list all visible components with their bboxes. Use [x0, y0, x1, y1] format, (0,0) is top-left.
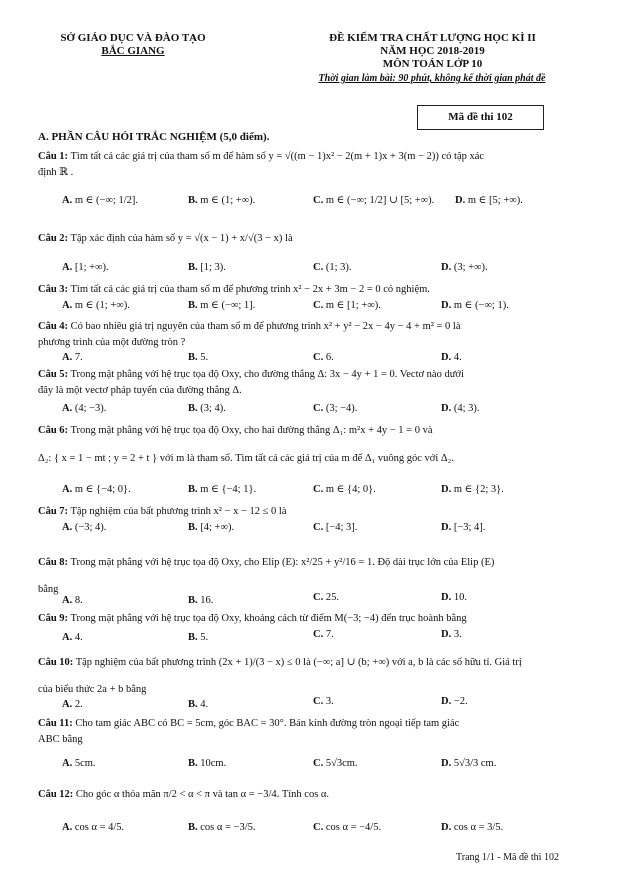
question-8: Câu 8: Trong mặt phẳng với hệ trục tọa độ Oxy, cho Elip (E): x²/25 + y²/16 = 1. Độ dài trục lớn của Elip (E)	[38, 557, 495, 568]
option-a: A. 2.	[62, 699, 83, 710]
option-b: B. 10cm.	[188, 758, 227, 769]
option-c: C. cos α = −4/5.	[313, 822, 382, 833]
question-6-cont: Δ₂: { x = 1 − mt ; y = 2 + t } với m là tham số. Tìm tất cả các giá trị của m để Δ₁ vuông góc với Δ₂.	[38, 453, 454, 464]
question-text: Tìm tất cả các giá trị của tham số m để hàm số y = √((m − 1)x² − 2(m + 1)x + 3(m − 2)) có tập xác	[70, 151, 485, 162]
option-b: B. 16.	[188, 595, 214, 606]
school-year: NĂM HỌC 2018-2019	[380, 45, 485, 57]
option-b: B. [4; +∞).	[188, 522, 235, 533]
question-3: Câu 3: Tìm tất cả các giá trị của tham số m để phương trình x² − 2x + 3m − 2 = 0 có nghiệm.	[38, 284, 430, 295]
question-10-cont: của biểu thức 2a + b bằng	[38, 684, 147, 695]
option-b: B. cos α = −3/5.	[188, 822, 256, 833]
option-c: C. (1; 3).	[313, 262, 352, 273]
option-c: C. 3.	[313, 696, 334, 707]
option-b: B. m ∈ (−∞; 1].	[188, 300, 256, 311]
option-d: D. [−3; 4].	[441, 522, 486, 533]
option-d: D. m ∈ [5; +∞).	[455, 195, 523, 206]
exam-code-box: Mã đề thi 102	[417, 105, 544, 130]
time-note: Thời gian làm bài: 90 phút, không kể thời gian phát đề	[318, 73, 546, 84]
option-d: D. −2.	[441, 696, 468, 707]
option-d: D. (3; +∞).	[441, 262, 488, 273]
option-d: D. (4; 3).	[441, 403, 480, 414]
option-c: C. 7.	[313, 629, 334, 640]
option-a: A. m ∈ (−∞; 1/2].	[62, 195, 139, 206]
option-a: A. 5cm.	[62, 758, 96, 769]
option-d: D. 4.	[441, 352, 462, 363]
option-d: D. 3.	[441, 629, 462, 640]
option-c: C. (3; −4).	[313, 403, 358, 414]
question-6: Câu 6: Trong mặt phẳng với hệ trục tọa độ Oxy, cho hai đường thẳng Δ₁: m²x + 4y − 1 = 0 và	[38, 425, 433, 436]
option-b: B. m ∈ (1; +∞).	[188, 195, 256, 206]
option-c: C. 5√3cm.	[313, 758, 358, 769]
option-c: C. 25.	[313, 592, 339, 603]
question-4: Câu 4: Có bao nhiêu giá trị nguyên của tham số m để phương trình x² + y² − 2x − 4y − 4 + m² = 0 là	[38, 321, 461, 332]
question-11: Câu 11: Cho tam giác ABC có BC = 5cm, góc BAC = 30°. Bán kính đường tròn ngoại tiếp tam giác	[38, 718, 460, 729]
option-c: C. [−4; 3].	[313, 522, 358, 533]
option-c: C. 6.	[313, 352, 334, 363]
issuer-line: SỞ GIÁO DỤC VÀ ĐÀO TẠO	[60, 32, 206, 44]
option-a: A. 7.	[62, 352, 83, 363]
option-d: D. 10.	[441, 592, 467, 603]
option-b: B. 5.	[188, 632, 209, 643]
question-1	[38, 150, 484, 164]
question-1-cont: định ℝ .	[38, 167, 74, 178]
option-c: C. m ∈ [1; +∞).	[313, 300, 381, 311]
question-11-cont: ABC bằng	[38, 734, 83, 745]
option-b: B. m ∈ {−4; 1}.	[188, 484, 257, 495]
section-title: A. PHẦN CÂU HỎI TRẮC NGHIỆM (5,0 điểm).	[38, 131, 270, 143]
option-a: A. (4; −3).	[62, 403, 107, 414]
question-12: Câu 12: Cho góc α thỏa mãn π/2 < α < π và tan α = −3/4. Tính cos α.	[38, 789, 330, 800]
option-b: B. [1; 3).	[188, 262, 226, 273]
option-a: A. (−3; 4).	[62, 522, 107, 533]
question-9: Câu 9: Trong mặt phẳng với hệ trục tọa độ Oxy, khoảng cách từ điểm M(−3; −4) đến trục hoành bằng	[38, 613, 467, 624]
question-5-cont: đây là một vectơ pháp tuyến của đường thẳng Δ.	[38, 385, 242, 396]
option-c: C. m ∈ (−∞; 1/2] ∪ [5; +∞).	[313, 195, 435, 206]
option-d: D. 5√3/3 cm.	[441, 758, 497, 769]
option-d: D. cos α = 3/5.	[441, 822, 504, 833]
exam-title: ĐỀ KIỂM TRA CHẤT LƯỢNG HỌC KÌ II	[329, 32, 536, 44]
question-7: Câu 7: Tập nghiệm của bất phương trình x² − x − 12 ≤ 0 là	[38, 506, 287, 517]
option-c: C. m ∈ {4; 0}.	[313, 484, 376, 495]
option-a: A. m ∈ (1; +∞).	[62, 300, 130, 311]
page-footer: Trang 1/1 - Mã đề thi 102	[456, 852, 559, 863]
issuer-province: BẮC GIANG	[101, 45, 165, 57]
subject-line: MÔN TOÁN LỚP 10	[382, 58, 483, 70]
option-b: B. (3; 4).	[188, 403, 226, 414]
question-4-cont: phương trình của một đường tròn ?	[38, 337, 186, 348]
option-b: B. 5.	[188, 352, 209, 363]
question-8-cont: bằng	[38, 584, 59, 595]
option-a: A. 8.	[62, 595, 83, 606]
option-a: A. 4.	[62, 632, 83, 643]
question-5: Câu 5: Trong mặt phẳng với hệ trục tọa độ Oxy, cho đường thẳng Δ: 3x − 4y + 1 = 0. Vectơ nào dưới	[38, 369, 464, 380]
option-b: B. 4.	[188, 699, 209, 710]
question-2: Câu 2: Tập xác định của hàm số y = √(x − 1) + x/√(3 − x) là	[38, 233, 293, 244]
option-d: D. m ∈ (−∞; 1).	[441, 300, 509, 311]
option-a: A. [1; +∞).	[62, 262, 109, 273]
question-10: Câu 10: Tập nghiệm của bất phương trình (2x + 1)/(3 − x) ≤ 0 là (−∞; a] ∪ (b; +∞) với a, b là các số hữu tỉ. Giá trị	[38, 657, 522, 668]
option-d: D. m ∈ {2; 3}.	[441, 484, 504, 495]
option-a: A. cos α = 4/5.	[62, 822, 125, 833]
option-a: A. m ∈ {−4; 0}.	[62, 484, 131, 495]
question-label: Câu 1:	[38, 151, 69, 162]
